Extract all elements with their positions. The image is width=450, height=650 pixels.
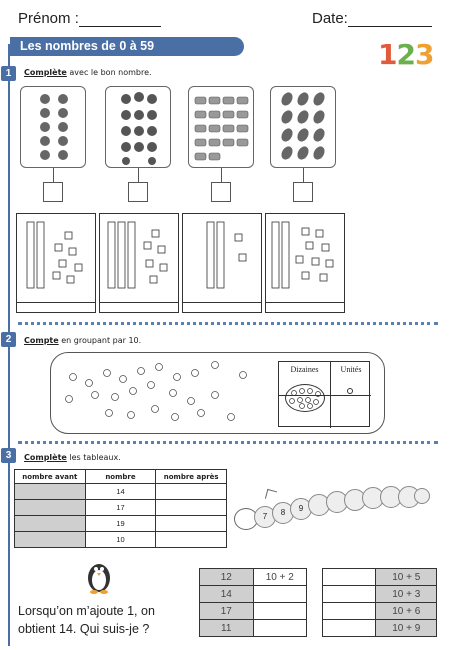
- number-cell: 12: [200, 569, 254, 586]
- number-cell: 17: [200, 603, 254, 620]
- penguin-icon: [84, 554, 114, 594]
- decomp-cell[interactable]: [253, 620, 307, 637]
- table-row: [200, 569, 307, 586]
- pic-box-bugs: [105, 86, 171, 168]
- stem: [221, 168, 222, 183]
- ten-dots-icon: [286, 385, 324, 411]
- table-row: [15, 500, 227, 516]
- decomp-cell[interactable]: 10 + 2: [253, 569, 307, 586]
- caterpillar-segment: 7: [254, 506, 276, 528]
- stem: [53, 168, 54, 183]
- decomposition-table-1: [199, 568, 307, 637]
- stem: [303, 168, 304, 183]
- logo-123: 123: [378, 38, 434, 71]
- decomp-cell: 10 + 5: [376, 569, 437, 586]
- prenom-field[interactable]: [18, 10, 161, 27]
- dizaines-label: Dizaines: [290, 365, 319, 374]
- answer-box-4[interactable]: [293, 182, 313, 202]
- panel-separator: [100, 302, 178, 303]
- section-1-badge: 1: [1, 66, 16, 81]
- pic-box-candies: [188, 86, 254, 168]
- bugs-icon: [106, 87, 170, 167]
- number-cell: 14: [200, 586, 254, 603]
- base-ten-blocks-icon: [100, 214, 178, 296]
- number-input[interactable]: [323, 569, 376, 586]
- caterpillar-tail: [414, 488, 430, 504]
- table-row: [15, 532, 227, 548]
- before-input[interactable]: [15, 484, 86, 500]
- table-row: [15, 484, 227, 500]
- base-ten-blocks-icon: [266, 214, 344, 296]
- antenna-icon: [265, 489, 277, 501]
- table-header-row: [15, 470, 227, 484]
- section-2-badge: 2: [1, 332, 16, 347]
- grouping-oval: [50, 352, 385, 434]
- pic-box-trees: [20, 86, 86, 168]
- du-table: [278, 361, 370, 427]
- date-label: Date:: [312, 10, 348, 27]
- stem: [138, 168, 139, 183]
- number-cell: 10: [85, 532, 156, 548]
- table-row: [200, 586, 307, 603]
- prenom-blank[interactable]: [79, 11, 161, 27]
- riddle-line-1: Lorsqu’on m’ajoute 1, on: [18, 604, 155, 618]
- panel-separator: [17, 302, 95, 303]
- section-divider: [18, 322, 438, 325]
- section-3-badge: 3: [1, 448, 16, 463]
- number-cell: 19: [85, 516, 156, 532]
- blocks-panel-3: [182, 213, 262, 313]
- number-cell: 14: [85, 484, 156, 500]
- decomposition-table-2: [322, 568, 437, 637]
- table-row: [15, 516, 227, 532]
- page-title: Les nombres de 0 à 59: [10, 37, 244, 56]
- answer-box-1[interactable]: [43, 182, 63, 202]
- table-row: [200, 620, 307, 637]
- answer-box-2[interactable]: [128, 182, 148, 202]
- after-input[interactable]: [156, 484, 227, 500]
- section-divider: [18, 441, 438, 444]
- section-1-instruction: Complète avec le bon nombre.: [24, 68, 152, 77]
- section-2-instruction: Compte en groupant par 10.: [24, 336, 142, 345]
- table-row: [323, 620, 437, 637]
- col-header: nombre avant: [15, 470, 86, 484]
- after-input[interactable]: [156, 516, 227, 532]
- date-field[interactable]: [312, 10, 432, 27]
- caterpillar-segment: 8: [272, 502, 294, 524]
- number-before-after-table: [14, 469, 227, 548]
- before-input[interactable]: [15, 500, 86, 516]
- decomp-cell: 10 + 6: [376, 603, 437, 620]
- candies-icon: [189, 87, 253, 167]
- caterpillar-illustration: [232, 478, 432, 538]
- decomp-cell: 10 + 9: [376, 620, 437, 637]
- decomp-cell[interactable]: [253, 603, 307, 620]
- panel-separator: [183, 302, 261, 303]
- number-cell: 17: [85, 500, 156, 516]
- after-input[interactable]: [156, 532, 227, 548]
- number-input[interactable]: [323, 603, 376, 620]
- table-row: [323, 586, 437, 603]
- blocks-panel-1: [16, 213, 96, 313]
- answer-box-3[interactable]: [211, 182, 231, 202]
- group-oval: [285, 384, 325, 412]
- trees-icon: [21, 87, 85, 167]
- base-ten-blocks-icon: [183, 214, 261, 296]
- pic-box-leaves: [270, 86, 336, 168]
- prenom-label: Prénom :: [18, 10, 79, 27]
- leaves-icon: [271, 87, 335, 167]
- bugs-scatter-icon: [55, 353, 275, 433]
- panel-separator: [266, 302, 344, 303]
- riddle-line-2: obtient 14. Qui suis-je ?: [18, 622, 150, 636]
- unit-dot: [347, 388, 353, 394]
- date-blank[interactable]: [348, 11, 432, 27]
- du-row-line: [279, 395, 371, 396]
- section-3-instruction: Complète les tableaux.: [24, 453, 121, 462]
- col-header: nombre: [85, 470, 156, 484]
- number-input[interactable]: [323, 620, 376, 637]
- blocks-panel-4: [265, 213, 345, 313]
- decomp-cell: 10 + 3: [376, 586, 437, 603]
- riddle-text: [18, 602, 155, 638]
- decomp-cell[interactable]: [253, 586, 307, 603]
- unites-label: Unités: [340, 365, 362, 374]
- number-cell: 11: [200, 620, 254, 637]
- base-ten-blocks-icon: [17, 214, 95, 296]
- table-row: [200, 603, 307, 620]
- number-input[interactable]: [323, 586, 376, 603]
- after-input[interactable]: [156, 500, 227, 516]
- table-row: [323, 569, 437, 586]
- table-row: [323, 603, 437, 620]
- before-input[interactable]: [15, 516, 86, 532]
- blocks-panel-2: [99, 213, 179, 313]
- before-input[interactable]: [15, 532, 86, 548]
- col-header: nombre après: [156, 470, 227, 484]
- caterpillar-segment: 9: [290, 498, 312, 520]
